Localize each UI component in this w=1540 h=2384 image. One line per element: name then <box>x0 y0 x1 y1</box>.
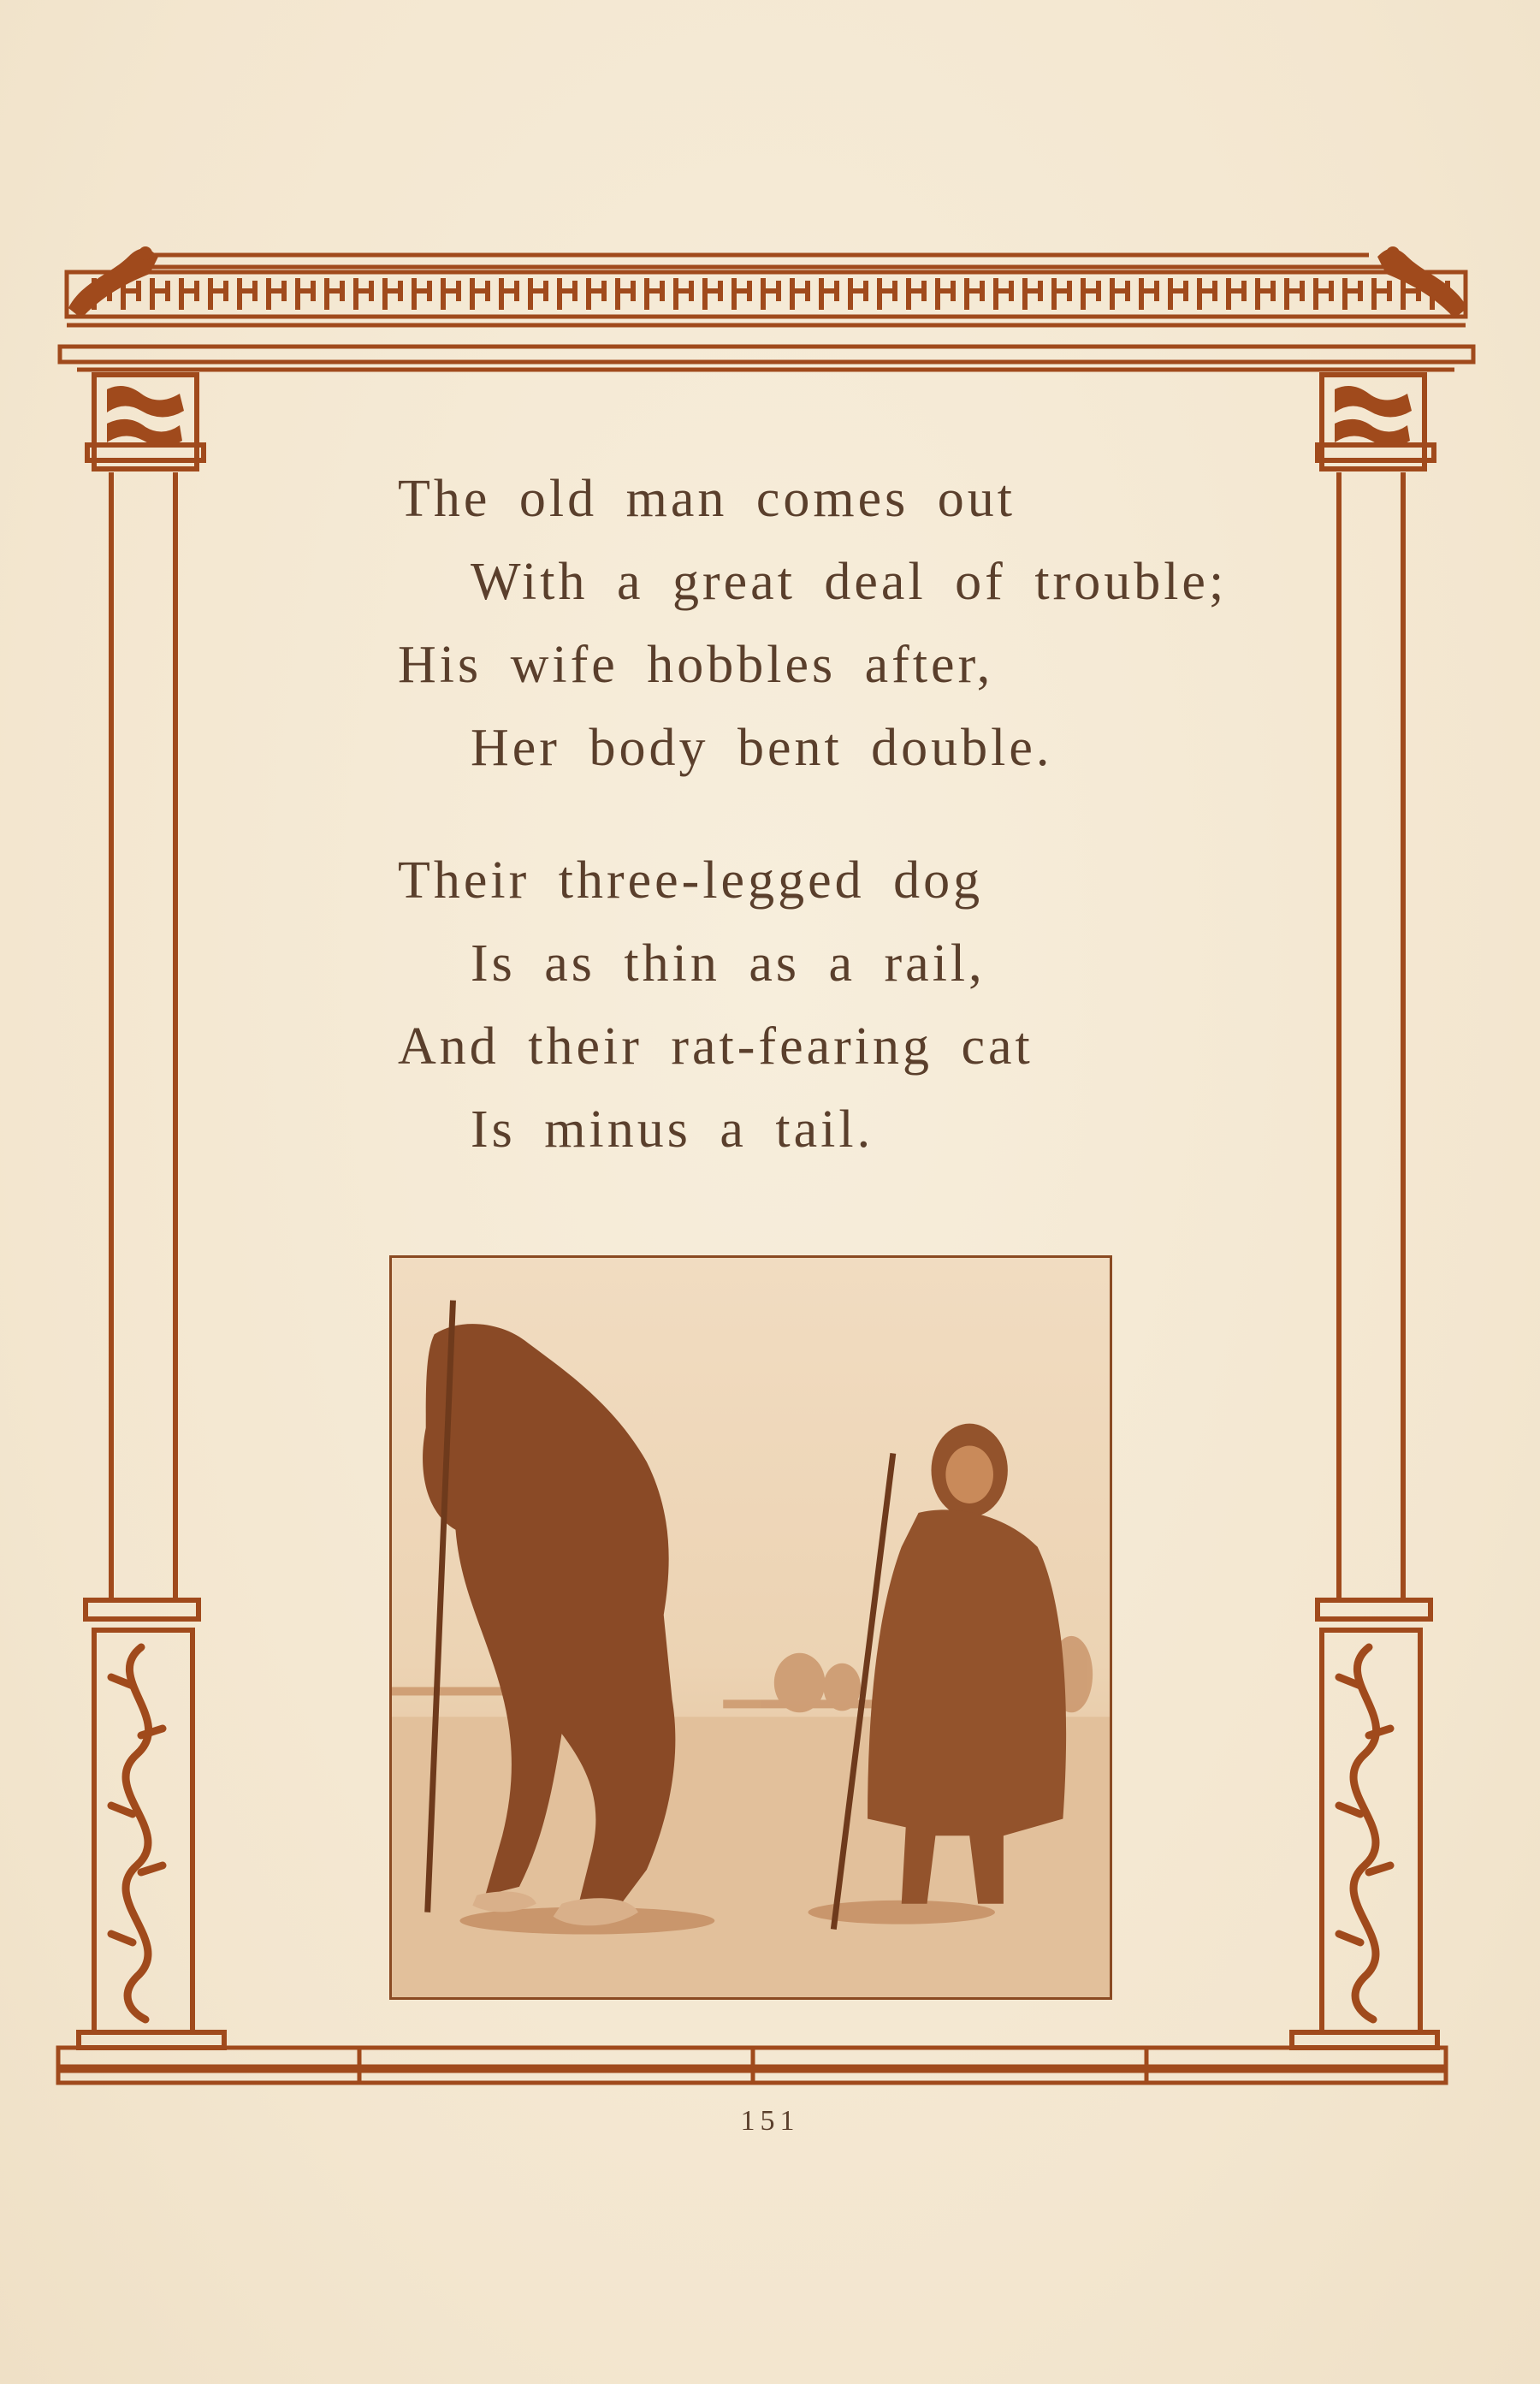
roof-fretwork <box>94 278 1448 310</box>
poem-line: And their rat-fearing cat <box>398 1017 1034 1076</box>
poem-line: His wife hobbles after, <box>398 636 994 694</box>
pillar-dragon-left-icon <box>111 1647 163 2019</box>
poem-line: Is as thin as a rail, <box>471 934 986 993</box>
capital-ornaments <box>107 386 1412 447</box>
poem-line: Their three-legged dog <box>398 851 984 910</box>
poem <box>398 458 1339 1221</box>
poem-line: The old man comes out <box>398 470 1016 528</box>
pillar-dragon-right-icon <box>1339 1647 1390 2019</box>
photograph <box>389 1255 1112 2000</box>
frame-base <box>58 2048 1446 2083</box>
roof-dragon-left-icon <box>68 246 158 318</box>
poem-line: Her body bent double. <box>471 719 1053 777</box>
page-number: 151 <box>740 2105 800 2137</box>
stanza-1 <box>398 458 1339 790</box>
stanza-2 <box>398 839 1339 1171</box>
poem-line: With a great deal of trouble; <box>471 553 1228 611</box>
elderly-couple-photo-icon <box>392 1258 1110 1997</box>
poem-line: Is minus a tail. <box>471 1100 874 1159</box>
left-pillar <box>79 375 224 2048</box>
